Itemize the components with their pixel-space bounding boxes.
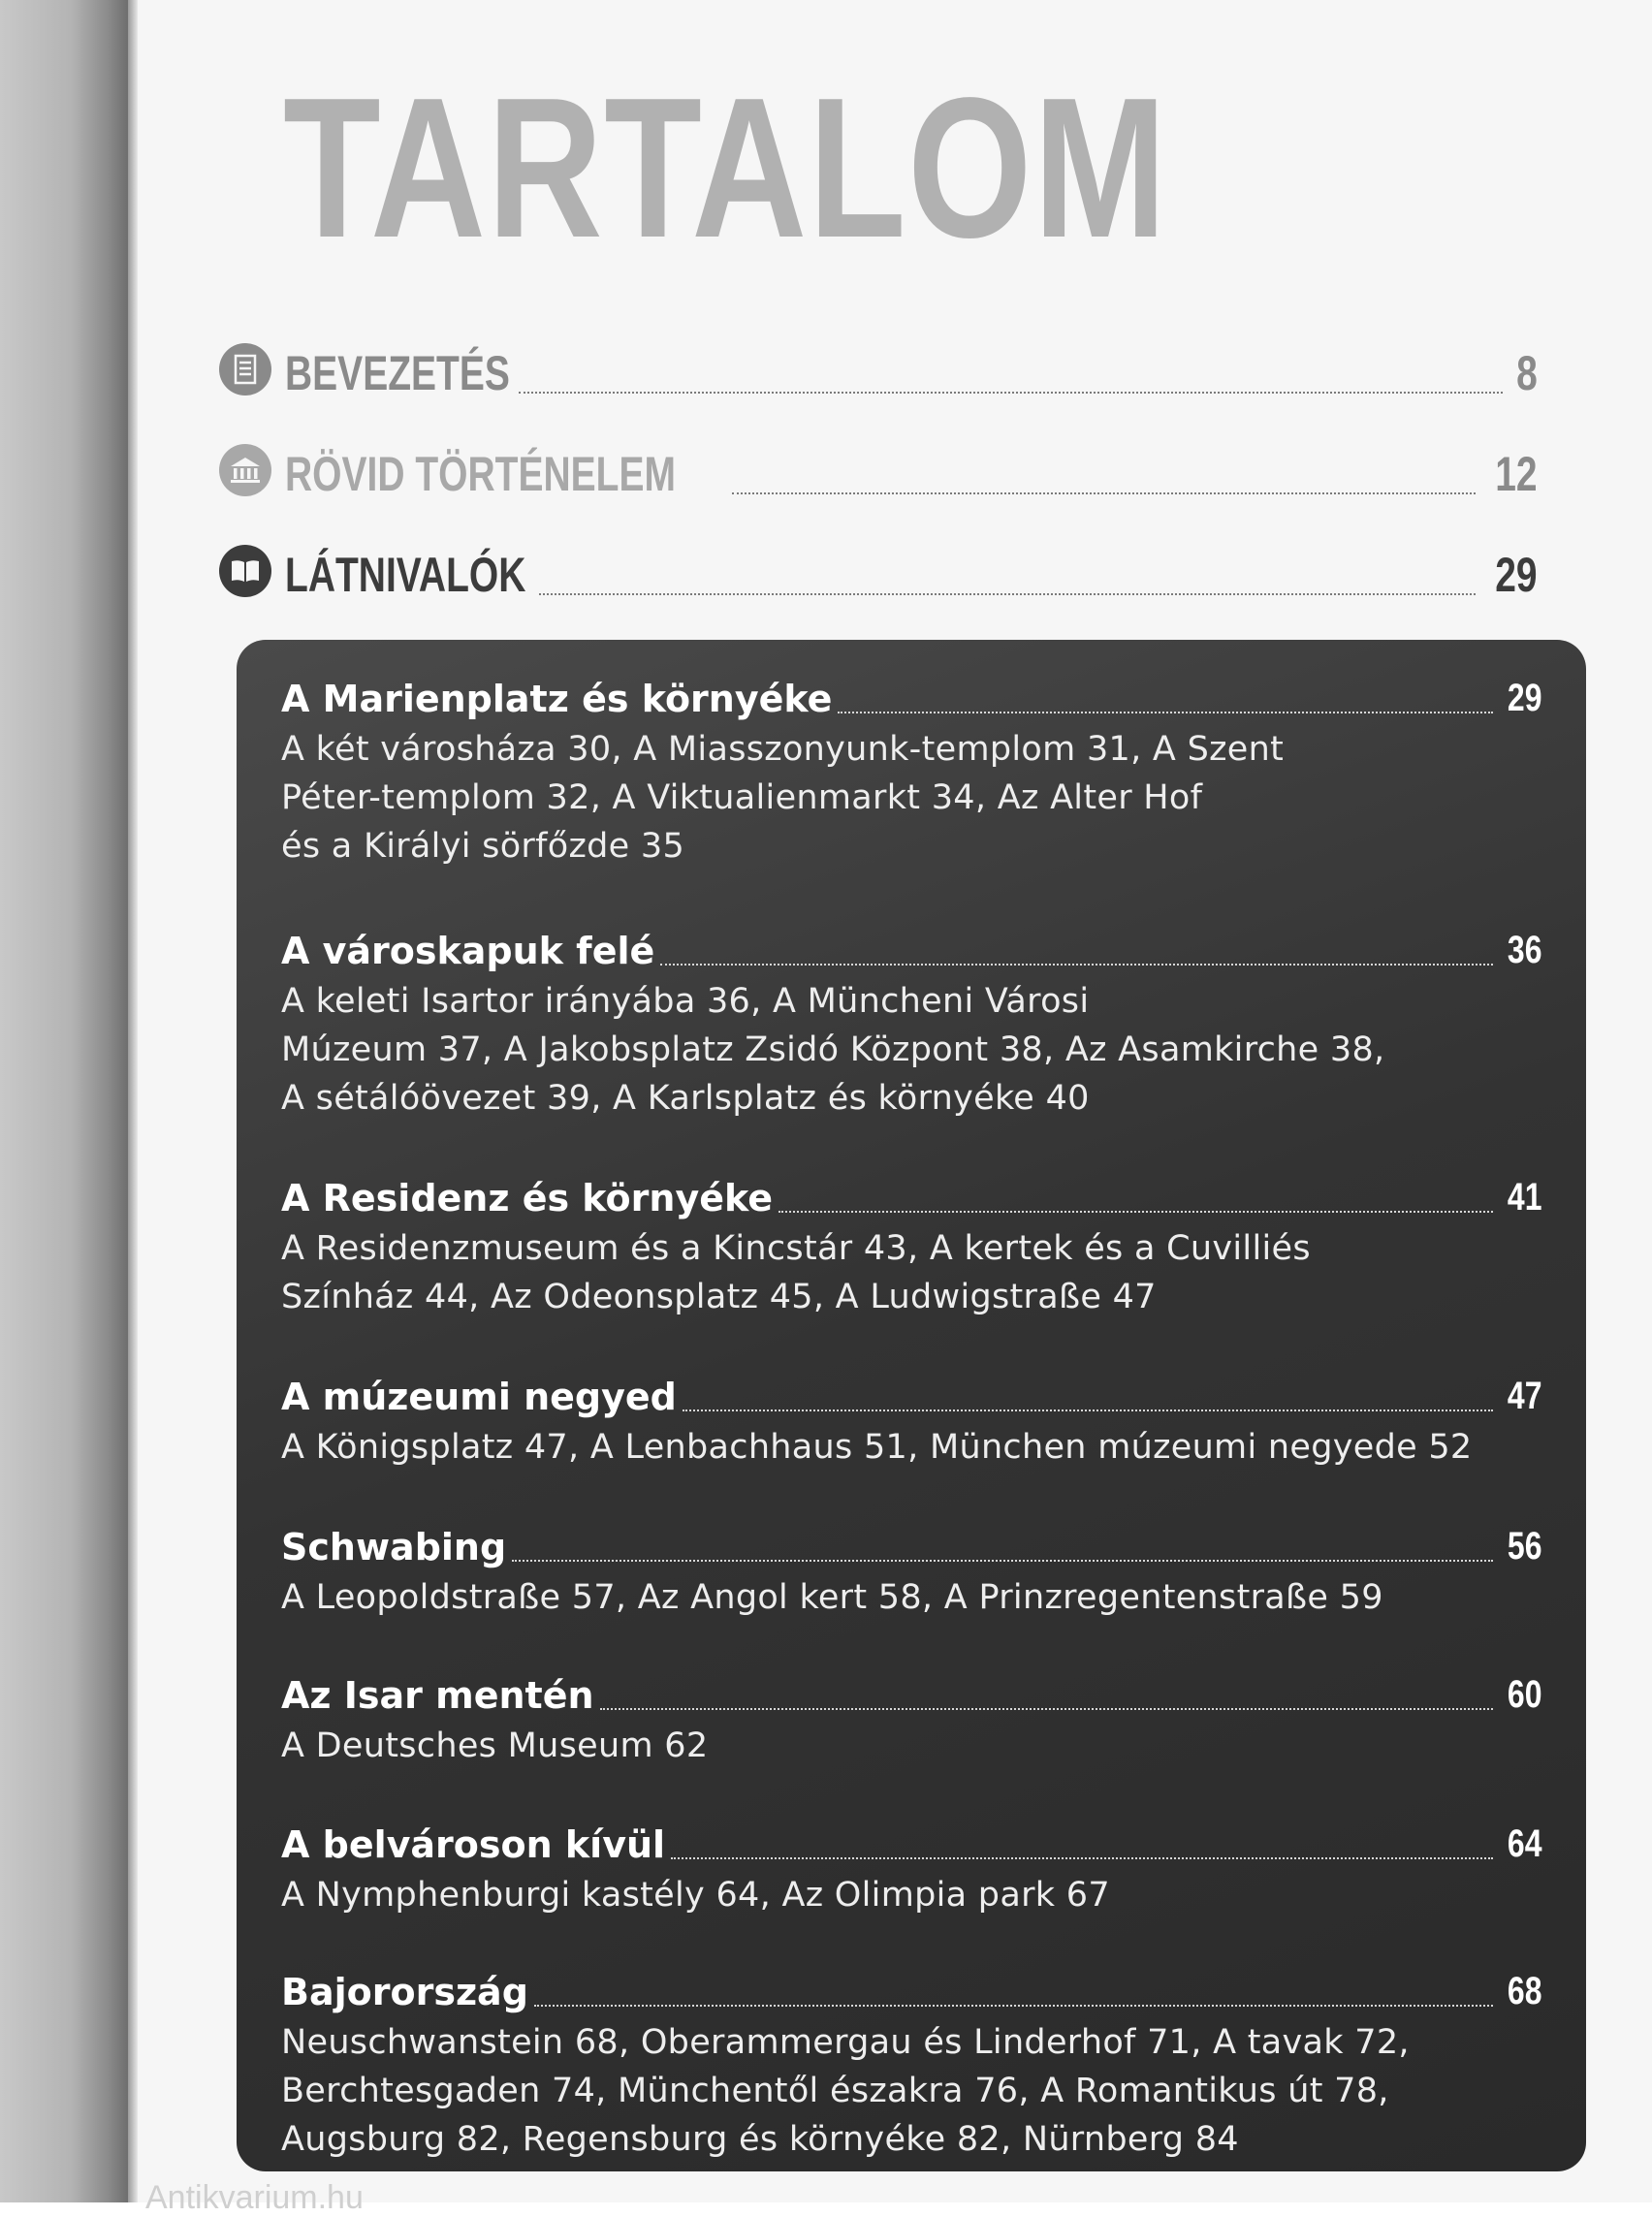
toc-entry-page: 12 xyxy=(1495,447,1538,501)
section-description xyxy=(281,1722,1425,1770)
toc-entry-label: BEVEZETÉS xyxy=(285,346,510,400)
section-isar-menten xyxy=(281,1665,1541,1770)
description-line: A Leopoldstraße 57, Az Angol kert 58, A Prinzregentenstraße 59 xyxy=(281,1578,1383,1617)
section-belvaroson-kivul xyxy=(281,1815,1541,1919)
section-title: A városkapuk felé xyxy=(281,930,655,972)
dotted-leader xyxy=(600,1708,1493,1710)
watermark: Antikvarium.hu xyxy=(145,2179,364,2216)
description-line: Augsburg 82, Regensburg és környéke 82, Nürnberg 84 xyxy=(281,2120,1239,2159)
section-page: 29 xyxy=(1507,677,1541,719)
section-varoskapuk xyxy=(281,921,1541,1123)
description-line: A keleti Isartor irányába 36, A Müncheni Városi xyxy=(281,982,1090,1021)
description-line: A Deutsches Museum 62 xyxy=(281,1726,709,1765)
description-line: Színház 44, Az Odeonsplatz 45, A Ludwigstraße 47 xyxy=(281,1278,1157,1316)
description-line: és a Királyi sörfőzde 35 xyxy=(281,827,685,866)
section-description xyxy=(281,977,1425,1123)
section-schwabing xyxy=(281,1517,1541,1622)
book-spine-shadow xyxy=(0,0,128,2202)
section-title: Az Isar mentén xyxy=(281,1674,594,1717)
toc-entry-page: 8 xyxy=(1516,346,1538,400)
toc-entry-label: LÁTNIVALÓK xyxy=(285,548,526,602)
section-description xyxy=(281,1573,1425,1622)
section-page: 41 xyxy=(1507,1176,1541,1219)
dotted-leader xyxy=(660,964,1492,966)
description-line: Berchtesgaden 74, Münchentől északra 76, A Romantikus út 78, xyxy=(281,2072,1389,2110)
dotted-leader xyxy=(778,1211,1492,1213)
description-line: Péter-templom 32, A Viktualienmarkt 34, Az Alter Hof xyxy=(281,778,1203,817)
section-description xyxy=(281,1871,1425,1919)
section-page: 60 xyxy=(1507,1673,1541,1716)
dotted-leader xyxy=(732,492,1477,494)
section-description xyxy=(281,725,1425,871)
toc-entry-page: 29 xyxy=(1495,548,1538,602)
toc-entry-bevezetes xyxy=(219,335,1538,400)
toc-entry-label: RÖVID TÖRTÉNELEM xyxy=(285,447,677,501)
section-muzeumi-negyed xyxy=(281,1367,1541,1472)
section-page: 56 xyxy=(1507,1525,1541,1568)
dotted-leader xyxy=(539,593,1476,595)
section-page: 47 xyxy=(1507,1375,1541,1417)
dotted-leader xyxy=(519,392,1503,394)
book-icon xyxy=(219,545,271,597)
section-marienplatz xyxy=(281,669,1541,871)
section-description xyxy=(281,2018,1425,2164)
section-description xyxy=(281,1224,1425,1321)
section-title: A múzeumi negyed xyxy=(281,1376,677,1418)
description-line: A Königsplatz 47, A Lenbachhaus 51, München múzeumi negyede 52 xyxy=(281,1428,1473,1467)
section-title: A belvároson kívül xyxy=(281,1823,666,1866)
description-line: Múzeum 37, A Jakobsplatz Zsidó Központ 38, Az Asamkirche 38, xyxy=(281,1030,1385,1069)
description-line: Neuschwanstein 68, Oberammergau és Linderhof 71, A tavak 72, xyxy=(281,2023,1410,2062)
dotted-leader xyxy=(534,2005,1493,2007)
section-page: 36 xyxy=(1507,929,1541,971)
page-title: TARTALOM xyxy=(283,56,1168,279)
section-title: A Residenz és környéke xyxy=(281,1177,774,1219)
toc-entry-latnivalok xyxy=(219,537,1538,602)
section-page: 64 xyxy=(1507,1822,1541,1865)
description-line: A sétálóövezet 39, A Karlsplatz és környéke 40 xyxy=(281,1079,1090,1118)
building-icon xyxy=(219,444,271,496)
section-residenz xyxy=(281,1168,1541,1321)
section-page: 68 xyxy=(1507,1970,1541,2012)
description-line: A Nymphenburgi kastély 64, Az Olimpia park 67 xyxy=(281,1876,1110,1915)
dotted-leader xyxy=(838,712,1492,713)
section-title: Schwabing xyxy=(281,1526,507,1568)
document-icon xyxy=(219,343,271,396)
toc-entry-rovid-tortenelem xyxy=(219,436,1538,501)
description-line: A Residenzmuseum és a Kincstár 43, A kertek és a Cuvilliés xyxy=(281,1229,1311,1268)
dotted-leader xyxy=(512,1560,1492,1562)
page-gutter xyxy=(128,0,138,2202)
dotted-leader xyxy=(683,1409,1493,1411)
section-bajororszag xyxy=(281,1962,1541,2164)
dotted-leader xyxy=(671,1857,1492,1859)
section-description xyxy=(281,1423,1473,1472)
section-title: Bajorország xyxy=(281,1971,528,2013)
description-line: A két városháza 30, A Miasszonyunk-templom 31, A Szent xyxy=(281,730,1285,769)
section-title: A Marienplatz és környéke xyxy=(281,678,833,720)
